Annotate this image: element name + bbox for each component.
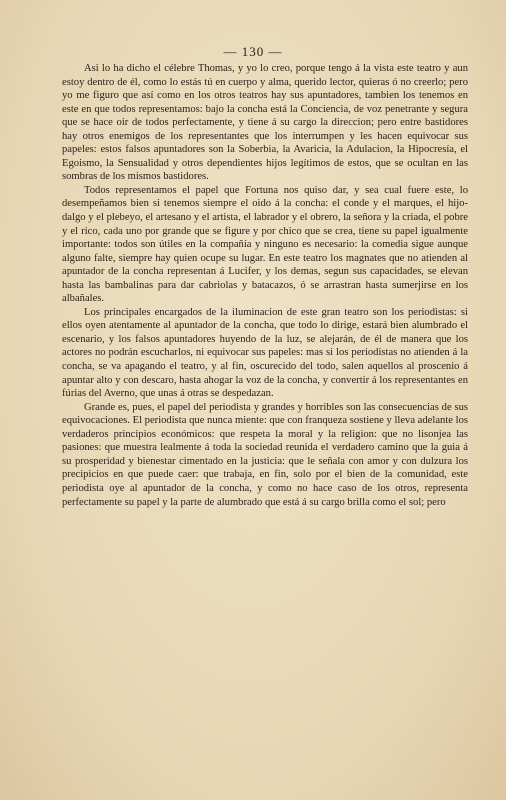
page-body	[62, 62, 468, 509]
paragraph-3: Los principales encargados de la iluminacion de este gran teatro son los periodistas: si ellos oyen atentamente al apuntador de la concha, que todo lo dirige, estará bien alumbrado el escenario, y los falsos apuntadores huyendo de la luz, se alejarán, de él de manera que los actores no podrán escucharlos, ni equivocar sus papeles: mas si los periodistas no atienden á la concha, se va apagando el teatro, y al fin, oscurecido del todo, salen aquellos al proscenio á apuntar alto y con descaro, hasta ahogar la voz de la concha, y convertir á los representantes en fúrias del Averno, que unas á otras se despedazan.	[62, 306, 468, 400]
paragraph-1: Asi lo ha dicho el célebre Thomas, y yo lo creo, porque tengo á la vista este teatro y aun estoy dentro de él, como lo estás tú en cuerpo y alma, querido lector, quieras ó no creerlo; pero yo me figuro que así como en los otros teatros hay sus apuntadores, tambien los tenemos en este en que todos representamos: bajo la concha está la Conciencia, de voz penetrante y segura que se hace oir de todos perfectamente, y tiene á su cargo la direccion; pero entre bastidores hay otros enemigos de los representantes que los interrumpen y les hacen equivocar sus papeles: estos falsos apuntadores son la Soberbia, la Avaricia, la Adulacion, la Hipocresía, el Egoismo, la Sensualidad y otros dependientes hijos legítimos de estos, que se ocultan en las sombras de los mismos bastidores.	[62, 63, 468, 183]
paragraph-2: Todos representamos el papel que Fortuna nos quiso dar, y sea cual fuere este, lo desempeñamos bien si tenemos siempre el oido á la concha: el conde y el marques, el hijo-dalgo y el plebeyo, el artesano y el artista, el labrador y el obrero, la señora y la criada, el pobre y el rico, cada uno por grande que se figure y por chico que se crea, tiene su papel igualmente importante: todos son útiles en la compañía y ninguno es necesario: la comedia sigue aunque alguno falte, siempre hay quien ocupe su lugar. En este teatro los magnates que no atienden al apuntador de la concha representan á Lucifer, y los demas, segun sus capacidades, se elevan hasta las bambalinas para dar cabriolas y batacazos, ó se arrastran hasta sumerjirse en los albañales.	[62, 184, 468, 305]
paragraph-4: Grande es, pues, el papel del periodista y grandes y horribles son las consecuencias de sus equivocaciones. El periodista que nunca miente: que con franqueza sostiene y lleva adelante los verdaderos principios económicos: que respeta la moral y la religion: que no lisonjea las pasiones: que muestra lealmente á toda la sociedad reunida el verdadero camino que la guia á su prosperidad y bienestar cimentado en la justicia: que le señala con amor y con dulzura los precipicios en que puede caer: que trabaja, en fin, solo por el bien de la comunidad, este periodista oye al apuntador de la concha, y como no hace caso de los otros, representa perfectamente su papel y la parte de alumbrado que está á su cargo brilla como el sol; pero	[62, 401, 468, 508]
page-number: — 130 —	[223, 44, 283, 59]
